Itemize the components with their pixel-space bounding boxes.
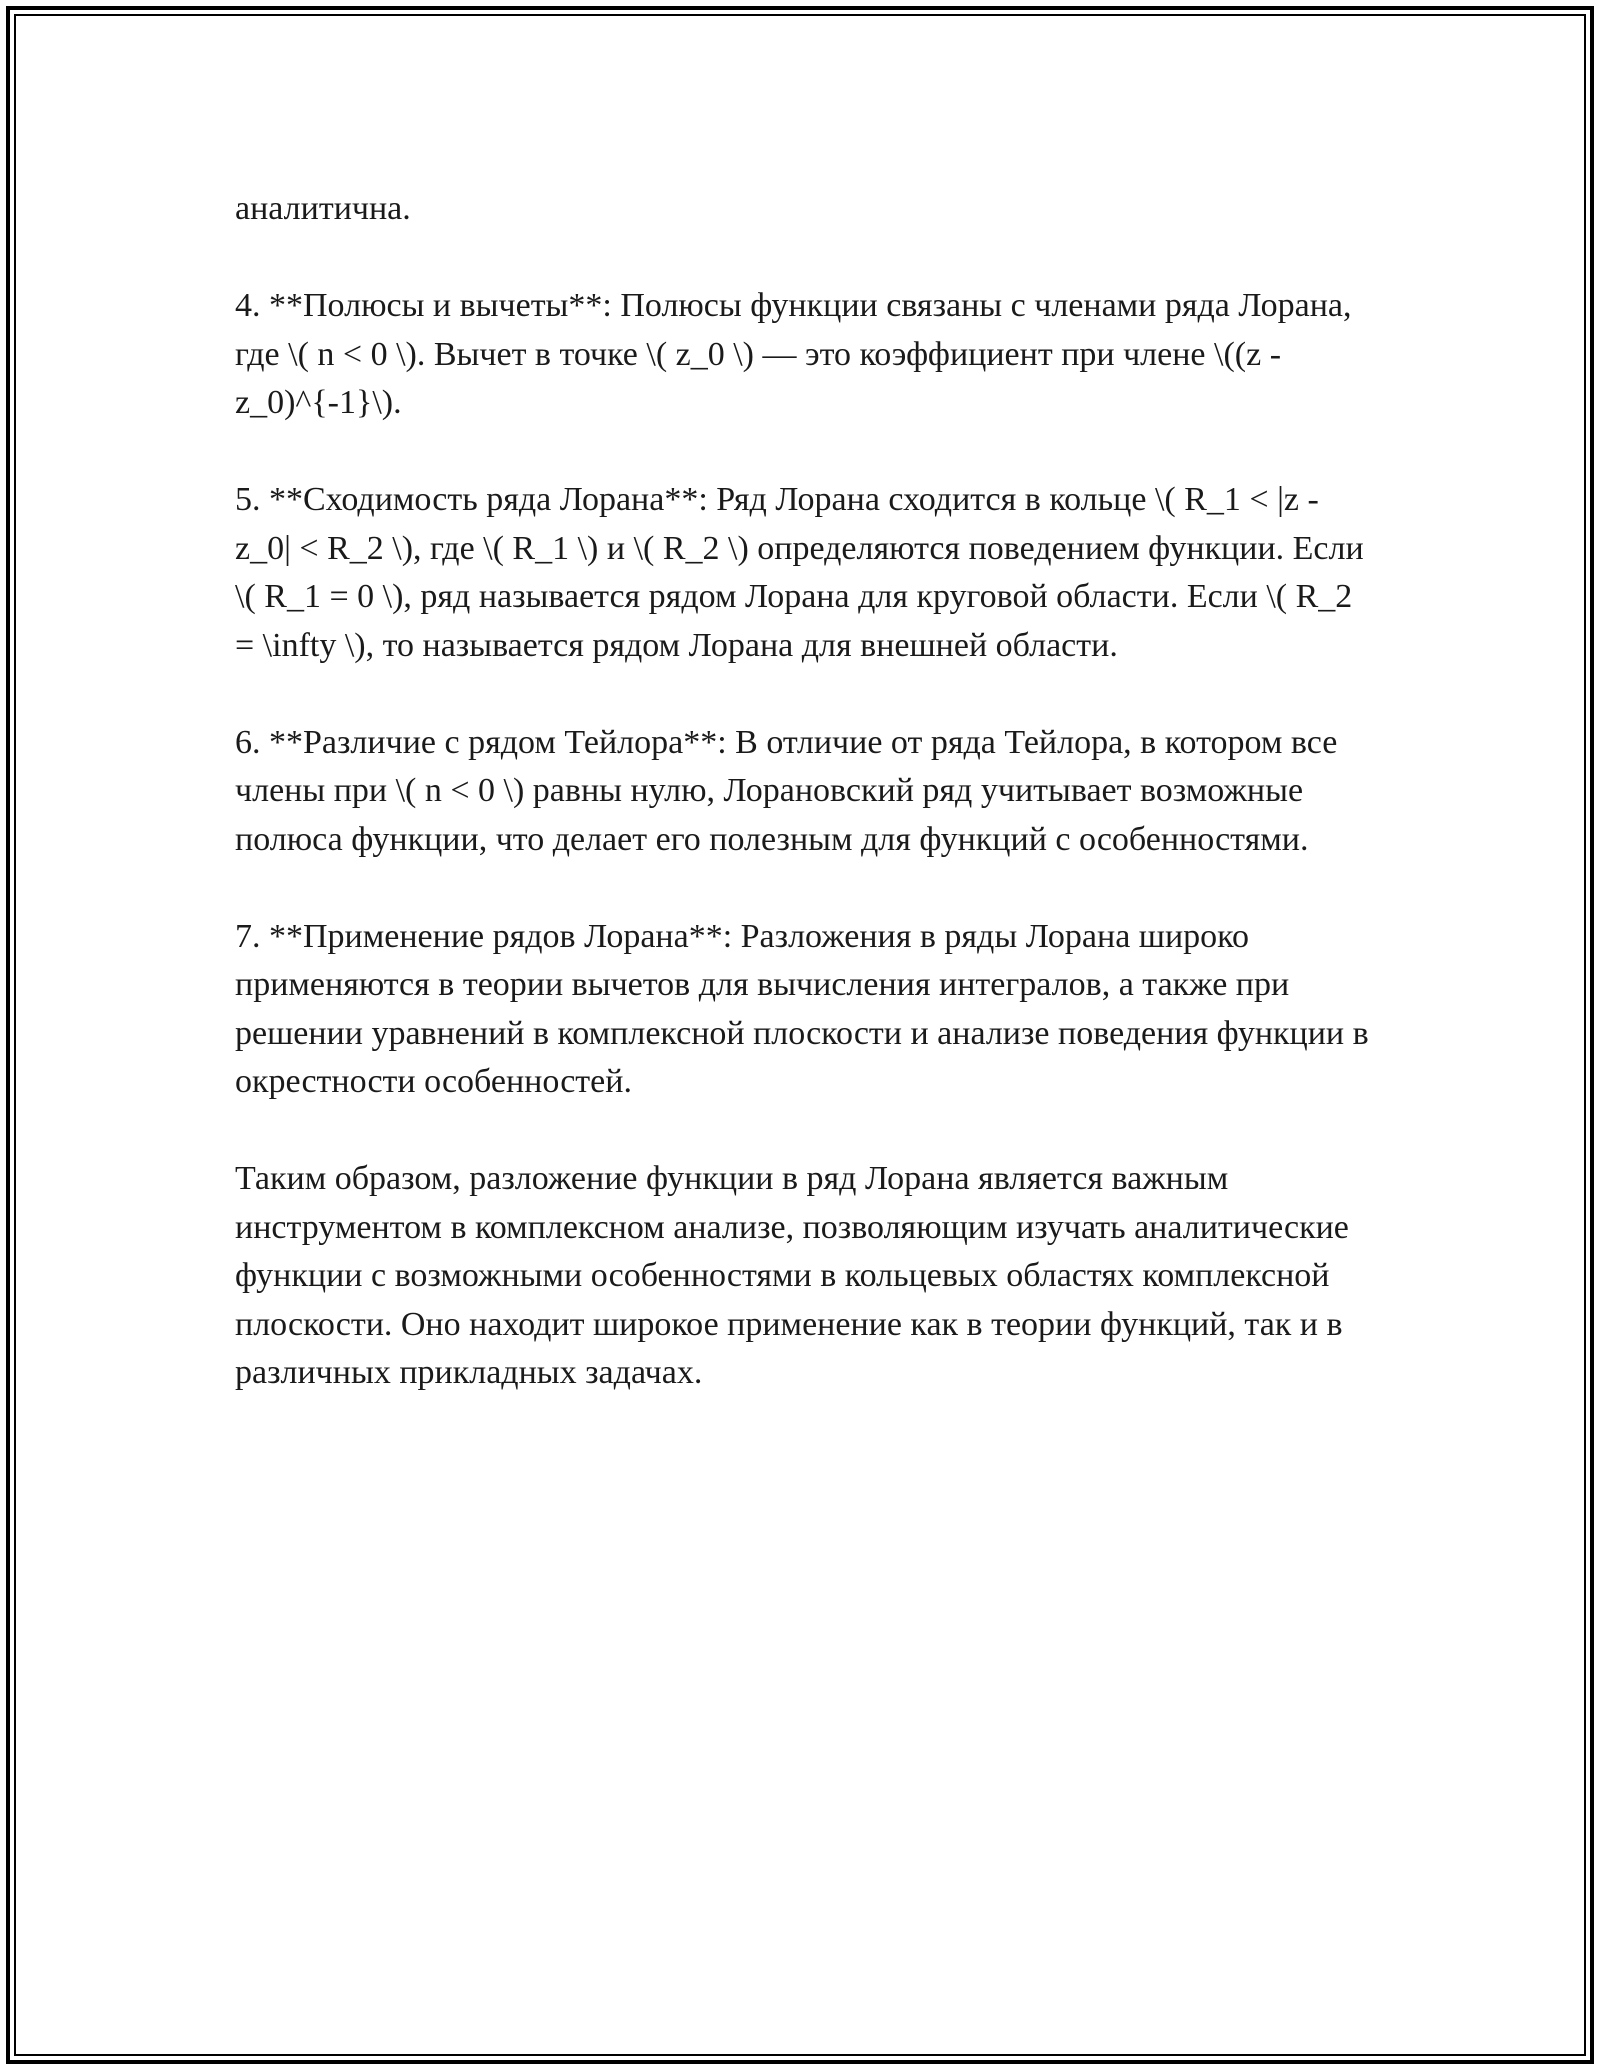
paragraph-item-6-taylor-difference: 6. **Различие с рядом Тейлора**: В отличие от ряда Тейлора, в котором все члены при \( n < 0 \) равны нулю, Лорановский ряд учитывает возможные полюса функции, что делает его полезным для функций с особенностями.	[235, 723, 1338, 858]
paragraph-item-7-applications: 7. **Применение рядов Лорана**: Разложения в ряды Лорана широко применяются в теории вычетов для вычисления интегралов, а также при решении уравнений в комплексной плоскости и анализе поведения функции в окрестности особенностей.	[235, 917, 1369, 1100]
paragraph-continuation: аналитична.	[235, 190, 411, 227]
paragraph-item-5-convergence: 5. **Сходимость ряда Лорана**: Ряд Лорана сходится в кольце \( R_1 < |z - z_0| < R_2 \), где \( R_1 \) и \( R_2 \) определяются поведением функции. Если \( R_1 = 0 \), ряд называется рядом Лорана для круговой области. Если \( R_2 = \infty \), то называется рядом Лорана для внешней области.	[235, 481, 1364, 664]
paragraph-item-4-poles-residues: 4. **Полюсы и вычеты**: Полюсы функции связаны с членами ряда Лорана, где \( n < 0 \). Вычет в точке \( z_0 \) — это коэффициент при члене \((z - z_0)^{-1}\).	[235, 287, 1352, 421]
document-body	[235, 185, 1375, 1446]
paragraph-conclusion: Таким образом, разложение функции в ряд Лорана является важным инструментом в комплексном анализе, позволяющим изучать аналитические функции с возможными особенностями в кольцевых областях комплексной плоскости. Оно находит широкое применение как в теории функций, так и в различных прикладных задачах.	[235, 1160, 1349, 1391]
